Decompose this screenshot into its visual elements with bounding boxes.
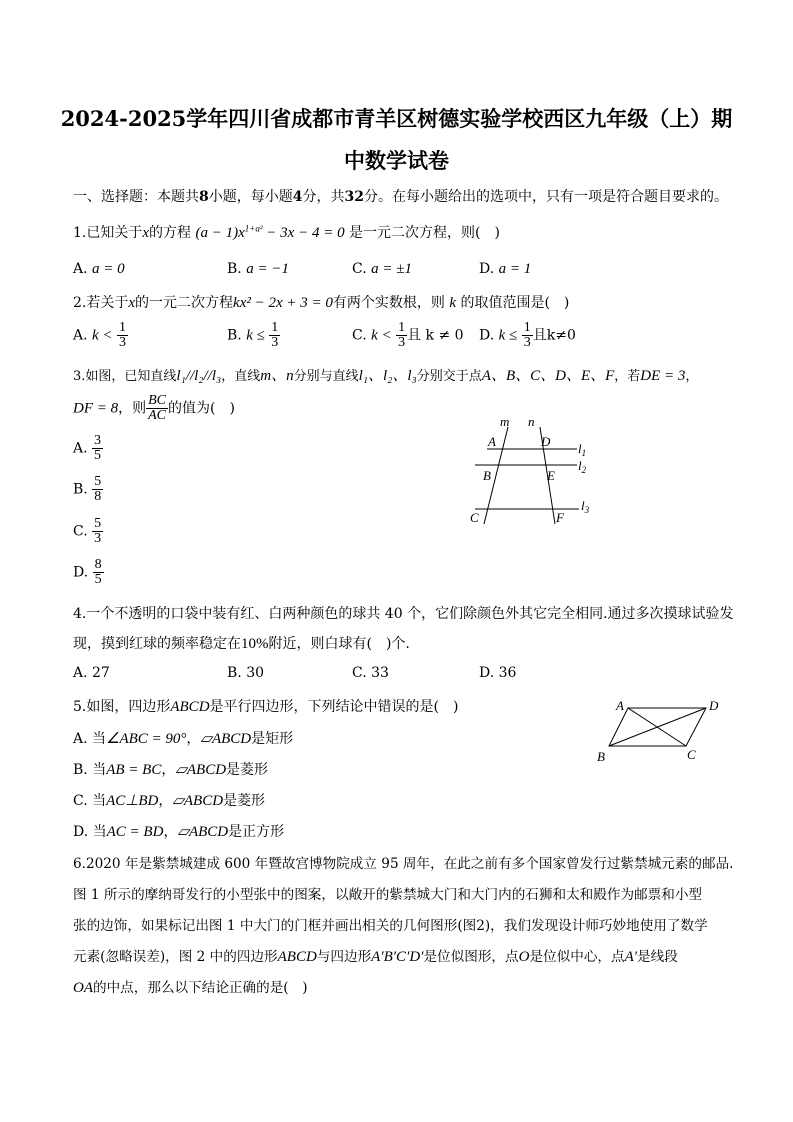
q6-stem-line2: 图 1 所示的摩纳哥发行的小型张中的图案，以敞开的紫禁城大门和大门内的石狮和太和殿作为邮票和小型 <box>73 887 703 903</box>
label-A: A <box>616 698 624 713</box>
label-C: C <box>470 510 479 525</box>
q1-mid: 的方程 <box>149 225 192 241</box>
option-pre: k < <box>371 327 392 344</box>
option-post: 且k≠0 <box>532 327 576 344</box>
q6-text: 元素(忽略误差)，图 2 中的四边形 <box>73 949 278 965</box>
label-l2: $l_2$ <box>578 458 587 475</box>
q4-option-a[interactable] <box>73 665 110 681</box>
points-each: 4 <box>292 189 303 205</box>
q6-point-a-prime: A′ <box>624 949 638 965</box>
q5-option-d[interactable] <box>73 821 284 841</box>
q3-stem-line1 <box>73 364 698 385</box>
q4-percent: 10% <box>241 636 269 652</box>
label-C: C <box>687 747 696 762</box>
q1-option-c[interactable] <box>352 261 412 278</box>
q6-stem-line4 <box>73 945 678 966</box>
q2-option-d[interactable] <box>479 321 576 350</box>
q6-text: 与四边形 <box>316 949 372 965</box>
q6-stem-line1: 6.2020 年是紫禁城建成 600 年暨故宫博物院成立 95 周年，在此之前有多个国家曾发行过紫禁城元素的邮品. <box>73 856 734 872</box>
option-condition: AC⊥BD <box>106 793 159 809</box>
section-header-text-b: 小题，每小题 <box>208 189 293 205</box>
option-sep: ， <box>186 731 201 747</box>
q4-option-c[interactable] <box>352 665 389 681</box>
option-expr: a = −1 <box>246 261 289 277</box>
q3-parallel-lines: l₁//l₂//l₃ <box>176 368 222 384</box>
q1-equation-b: − 3x − 4 = 0 <box>262 225 345 241</box>
q2-var: x <box>128 295 136 311</box>
q1-option-a[interactable] <box>73 261 125 278</box>
q5-option-a[interactable] <box>73 728 293 748</box>
option-expr: a = ±1 <box>371 261 412 277</box>
q5-parallelogram-figure <box>592 695 727 770</box>
option-result: 是矩形 <box>251 731 294 747</box>
q4-text: 附近，则白球有( )个. <box>268 636 410 652</box>
option-label: C. <box>73 523 88 540</box>
option-label: C. <box>352 327 367 344</box>
q1-prefix: 1.已知关于 <box>73 225 143 241</box>
q3-lines-l123: l₁、l₂、l₃ <box>358 368 417 384</box>
option-label: A. <box>73 261 88 277</box>
q1-equation-a: (a − 1)x <box>195 225 245 241</box>
q5-text: 是平行四边形，下列结论中错误的是( ) <box>209 699 459 715</box>
option-value: 36 <box>498 665 517 681</box>
q5-abcd: ABCD <box>170 699 210 715</box>
q1-suffix: 是一元二次方程，则( ) <box>349 225 500 241</box>
points-total: 32 <box>344 189 364 205</box>
q3-text: ，则 <box>118 400 147 417</box>
option-label: C. 当 <box>73 793 107 809</box>
label-n: n <box>528 414 535 429</box>
option-shape: ▱ABCD <box>175 762 227 778</box>
diagonal-bd <box>609 708 706 746</box>
option-expr: a = 0 <box>92 261 125 277</box>
option-fraction: $\frac{8}{5}$ <box>94 557 102 587</box>
q3-text: ，若 <box>614 369 641 384</box>
q2-mid: 的一元二次方程 <box>135 295 234 311</box>
q3-de: DE = 3 <box>640 368 686 384</box>
section-header-text-c: 分，共 <box>302 189 345 205</box>
option-fraction: $\frac{1}{3}$ <box>398 320 406 350</box>
label-D: D <box>541 434 551 449</box>
q1-option-b[interactable] <box>227 261 289 278</box>
option-result: 是正方形 <box>228 824 285 840</box>
q2-var-k: k <box>449 295 456 311</box>
q3-text: 的值为( ) <box>168 400 235 417</box>
q6-text: 是位似图形，点 <box>423 949 519 965</box>
q1-var: x <box>142 225 150 241</box>
q5-option-b[interactable] <box>73 759 268 779</box>
option-fraction: $\frac{1}{3}$ <box>523 320 531 350</box>
label-l1: $l_1$ <box>578 441 587 458</box>
q3-points: A、B、C、D、E、F <box>481 368 615 384</box>
option-label: D. <box>73 564 89 581</box>
option-value: 30 <box>246 665 265 681</box>
q3-text: 分别与直线 <box>293 369 359 384</box>
option-label: B. <box>227 261 242 277</box>
option-shape: ▱ABCD <box>172 793 224 809</box>
q2-option-a[interactable] <box>73 321 128 350</box>
option-result: 是菱形 <box>223 793 266 809</box>
option-fraction: $\frac{1}{3}$ <box>119 320 126 350</box>
q3-text: 分别交于点 <box>416 369 482 384</box>
q4-option-b[interactable] <box>227 665 264 681</box>
question-count: 8 <box>199 189 209 205</box>
label-E: E <box>547 468 555 483</box>
q3-text: 3.如图，已知直线 <box>73 369 177 384</box>
q3-text: ， <box>685 369 699 384</box>
option-condition: AC = BD <box>106 824 164 840</box>
option-label: B. <box>227 327 242 344</box>
q6-abcd-prime: A′B′C′D′ <box>371 949 424 965</box>
q5-option-c[interactable] <box>73 790 265 810</box>
label-B: B <box>597 749 605 764</box>
option-label: D. <box>479 327 495 344</box>
option-label: D. 当 <box>73 824 107 840</box>
q4-option-d[interactable] <box>479 665 516 681</box>
q5-text: 5.如图，四边形 <box>73 699 171 715</box>
option-label: B. <box>73 481 88 498</box>
q3-option-a[interactable] <box>73 434 103 463</box>
q2-option-b[interactable] <box>227 321 280 350</box>
q1-stem <box>73 222 500 242</box>
exam-title-line2: 中数学试卷 <box>344 148 449 173</box>
option-label: A. <box>73 440 88 457</box>
option-fraction: $\frac{1}{3}$ <box>271 320 279 350</box>
label-B: B <box>483 468 491 483</box>
section-header <box>73 186 728 206</box>
option-post: 且 k ≠ 0 <box>407 327 464 344</box>
q3-option-b[interactable] <box>73 475 103 504</box>
q3-df: DF = 8 <box>73 400 119 417</box>
q3-lines-mn: m、n <box>260 368 294 384</box>
q1-equation-exponent: 1+a² <box>244 223 263 234</box>
label-A: A <box>488 434 496 449</box>
label-F: F <box>556 510 564 525</box>
option-label: B. 当 <box>73 762 107 778</box>
q6-abcd: ABCD <box>277 949 317 965</box>
option-value: 33 <box>371 665 389 681</box>
option-shape: ▱ABCD <box>200 731 252 747</box>
q2-stem <box>73 292 569 312</box>
option-label: B. <box>227 665 242 681</box>
option-expr: a = 1 <box>498 261 532 277</box>
option-label: A. <box>73 665 88 681</box>
label-D: D <box>709 698 719 713</box>
option-pre: k < <box>92 327 113 344</box>
option-label: D. <box>479 261 495 277</box>
option-label: C. <box>352 665 367 681</box>
section-header-text-d: 分。在每小题给出的选项中，只有一项是符合题目要求的。 <box>363 189 728 205</box>
option-fraction: $\frac{5}{8}$ <box>94 474 102 504</box>
q3-option-c[interactable] <box>73 517 103 546</box>
q6-point-o: O <box>518 949 530 965</box>
label-m: m <box>500 414 510 429</box>
q2-suffix-a: 有两个实数根，则 <box>332 295 445 311</box>
option-label: C. <box>352 261 367 277</box>
q3-parallel-lines-figure <box>465 412 605 532</box>
option-pre: k ≤ <box>246 327 265 344</box>
section-header-text-a: 一、选择题：本题共 <box>73 189 199 205</box>
option-fraction: $\frac{5}{3}$ <box>94 516 102 546</box>
label-l3: $l_3$ <box>581 498 590 515</box>
q2-suffix-b: 的取值范围是( ) <box>460 295 570 311</box>
option-sep: ， <box>158 793 173 809</box>
option-pre: k ≤ <box>498 327 518 344</box>
option-shape: ▱ABCD <box>177 824 229 840</box>
q6-text: 是线段 <box>637 949 678 965</box>
q6-segment-oa: OA <box>73 980 93 996</box>
option-label: A. <box>73 327 88 344</box>
option-sep: ， <box>161 762 176 778</box>
q2-option-c[interactable] <box>352 321 464 350</box>
q6-stem-line3: 张的边饰，如果标记出图 1 中大门的门框并画出相关的几何图形(图2)，我们发现设计师巧妙地使用了数学 <box>73 918 708 934</box>
q6-stem-line5 <box>73 976 308 997</box>
option-sep: ， <box>163 824 178 840</box>
q3-stem-line2 <box>73 394 235 423</box>
option-label: D. <box>479 665 495 681</box>
option-condition: ∠ABC = 90° <box>106 731 187 747</box>
q3-fraction: $\frac{BC}{AC}$ <box>148 393 167 423</box>
option-fraction: $\frac{3}{5}$ <box>94 433 102 463</box>
q4-text: 现，摸到红球的频率稳定在 <box>73 636 241 652</box>
q1-option-d[interactable] <box>479 261 531 278</box>
q6-text: 的中点，那么以下结论正确的是( ) <box>93 980 308 996</box>
q6-text: 是位似中心，点 <box>529 949 625 965</box>
q3-option-d[interactable] <box>73 558 104 587</box>
q4-stem-line1: 4.一个不透明的口袋中装有红、白两种颜色的球共 40 个，它们除颜色外其它完全相同.通过多次摸球试验发 <box>73 606 734 622</box>
q4-stem-line2 <box>73 633 410 653</box>
option-value: 27 <box>92 665 110 681</box>
q3-text: ，直线 <box>221 369 261 384</box>
q2-prefix: 2.若关于 <box>73 295 129 311</box>
option-condition: AB = BC <box>106 762 162 778</box>
q2-equation: kx² − 2x + 3 = 0 <box>233 295 333 311</box>
exam-title-line1: 2024-2025学年四川省成都市青羊区树德实验学校西区九年级（上）期 <box>60 106 733 131</box>
q5-stem <box>73 696 458 716</box>
option-result: 是菱形 <box>226 762 269 778</box>
option-label: A. 当 <box>73 731 107 747</box>
